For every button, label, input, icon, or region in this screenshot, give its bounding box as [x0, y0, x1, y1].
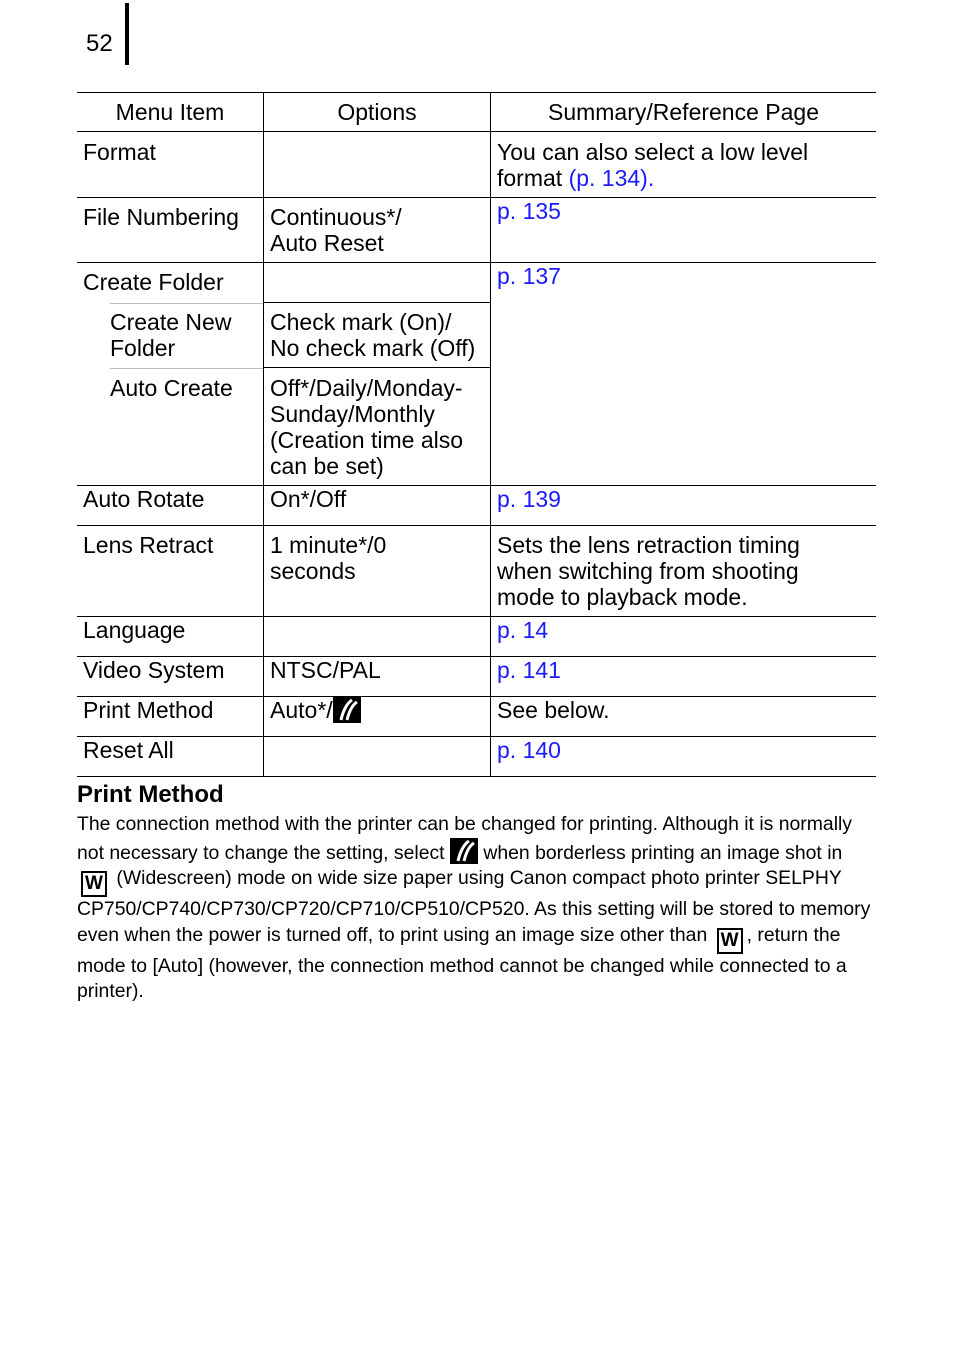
table-row-print-method [77, 697, 876, 737]
options-auto-create-line1: Off*/Daily/Monday- [270, 375, 463, 401]
table-row-file-numbering [77, 198, 876, 263]
table-row-language [77, 617, 876, 657]
summary-file-numbering [491, 198, 877, 263]
menu-item-auto-rotate: Auto Rotate [77, 486, 264, 526]
widescreen-icon: W [717, 928, 743, 954]
auto-create-label: Auto Create [110, 374, 233, 401]
video-system-page-link[interactable]: p. 141 [497, 657, 561, 683]
options-file-numbering-line2: Auto Reset [270, 230, 384, 256]
options-auto-create-line2: Sunday/Monthly [270, 401, 435, 427]
options-print-method [264, 697, 491, 737]
summary-print-method: See below. [491, 697, 877, 737]
format-page-link[interactable]: (p. 134). [568, 165, 655, 191]
options-lens-retract-line2: seconds [270, 558, 356, 584]
page-number-rule [125, 3, 129, 65]
menu-item-file-numbering: File Numbering [77, 198, 264, 263]
menu-item-create-folder: Create Folder [77, 263, 264, 303]
options-create-new-folder [264, 303, 491, 368]
table-header-row [77, 93, 876, 132]
menu-item-reset-all: Reset All [77, 737, 264, 777]
summary-video-system [491, 657, 877, 697]
options-create-new-folder-line1: Check mark (On)/ [270, 309, 452, 335]
summary-auto-rotate [491, 486, 877, 526]
body-text-part4: , return the mode to [Auto] (however, the connection method cannot be changed while connected to a printer). [77, 923, 847, 1003]
reset-all-page-link[interactable]: p. 140 [497, 737, 561, 763]
summary-format [491, 132, 877, 198]
options-print-method-text: Auto*/ [270, 697, 333, 723]
section-body [77, 812, 877, 1005]
body-text-part2: when borderless printing an image shot in [477, 841, 843, 864]
summary-create-folder [491, 263, 877, 486]
body-text-part1: The connection method with the printer can be changed for printing. Although it is normally not necessary to change the setting, select [77, 813, 853, 864]
menu-item-print-method: Print Method [77, 697, 264, 737]
create-new-folder-line2: Folder [110, 334, 176, 361]
options-video-system: NTSC/PAL [264, 657, 491, 697]
options-lens-retract-line1: 1 minute*/0 [270, 532, 387, 558]
print-method-icon [333, 697, 361, 723]
settings-table [77, 92, 876, 777]
table-row-lens-retract [77, 526, 876, 617]
language-page-link[interactable]: p. 14 [497, 617, 549, 643]
header-menu-item: Menu Item [77, 93, 264, 132]
menu-item-video-system: Video System [77, 657, 264, 697]
file-numbering-page-link[interactable]: p. 135 [497, 198, 561, 224]
options-reset-all [264, 737, 491, 777]
options-file-numbering-line1: Continuous*/ [270, 204, 402, 230]
widescreen-icon: W [81, 871, 107, 897]
page-number: 52 [86, 30, 113, 57]
options-auto-create-line3: (Creation time also [270, 427, 464, 453]
options-format [264, 132, 491, 198]
create-new-folder-label [83, 304, 257, 361]
summary-reset-all [491, 737, 877, 777]
table-row-reset-all [77, 737, 876, 777]
menu-item-lens-retract: Lens Retract [77, 526, 264, 617]
options-create-folder [264, 263, 491, 303]
options-language [264, 617, 491, 657]
table-row-format [77, 132, 876, 198]
table-row-auto-rotate [77, 486, 876, 526]
print-method-icon [450, 838, 478, 864]
options-file-numbering [264, 198, 491, 263]
summary-lens-retract-line1: Sets the lens retraction timing [497, 532, 800, 558]
summary-language [491, 617, 877, 657]
menu-item-format: Format [77, 132, 264, 198]
section-title: Print Method [77, 781, 224, 808]
options-auto-rotate: On*/Off [264, 486, 491, 526]
menu-item-language: Language [77, 617, 264, 657]
table-row-create-folder [77, 263, 876, 303]
auto-rotate-page-link[interactable]: p. 139 [497, 486, 561, 512]
create-folder-page-link[interactable]: p. 137 [497, 263, 561, 289]
table-row-video-system [77, 657, 876, 697]
summary-lens-retract-line2: when switching from shooting [497, 558, 799, 584]
options-create-new-folder-line2: No check mark (Off) [270, 335, 476, 361]
summary-format-text: You can also select a low level format [497, 139, 809, 191]
menu-item-auto-create [77, 368, 264, 486]
options-lens-retract [264, 526, 491, 617]
summary-lens-retract-line3: mode to playback mode. [497, 584, 748, 610]
header-summary: Summary/Reference Page [491, 93, 877, 132]
options-auto-create-line4: can be set) [270, 453, 384, 479]
body-text-part3: (Widescreen) mode on wide size paper using Canon compact photo printer SELPHY CP750/CP740/CP730/CP720/CP710/CP510/CP520. As this setting will be stored to memory even when the power is turned off, to print using an image size other than [77, 867, 871, 946]
options-auto-create [264, 368, 491, 486]
header-options: Options [264, 93, 491, 132]
summary-lens-retract [491, 526, 877, 617]
menu-item-create-new-folder [77, 303, 264, 368]
create-new-folder-line1: Create New [110, 308, 232, 335]
